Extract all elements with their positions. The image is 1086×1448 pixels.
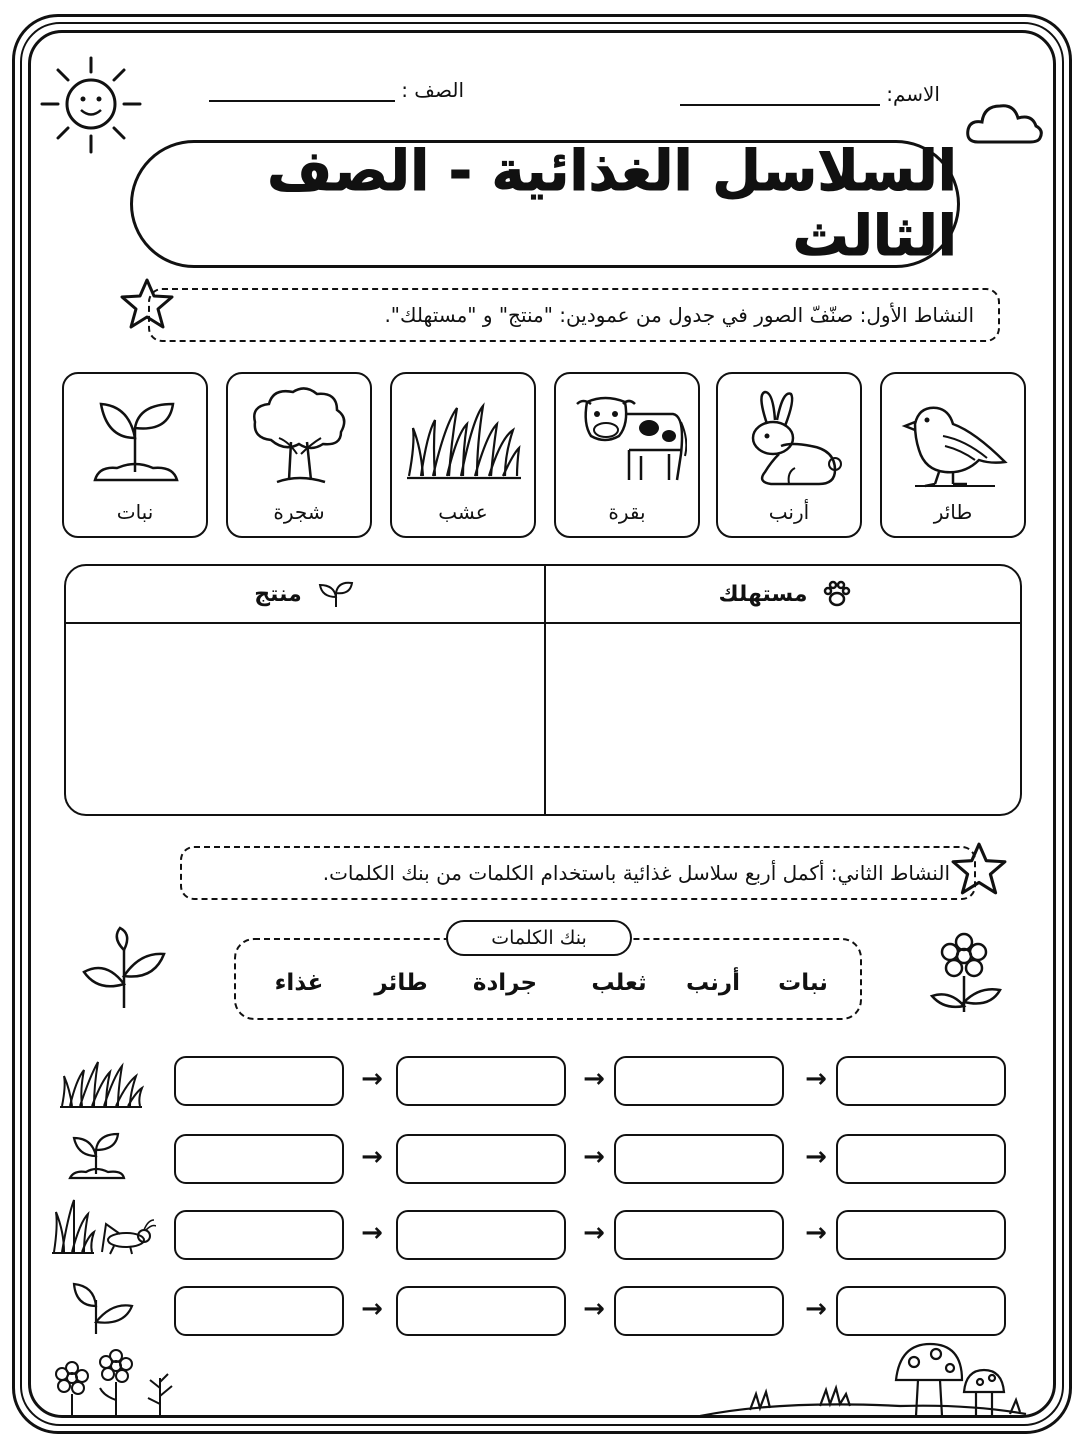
chain-arrow: → <box>583 1294 605 1324</box>
name-blank-line[interactable] <box>680 104 880 106</box>
word-bank-word[interactable]: أرنب <box>685 970 741 996</box>
card-label: أرنب <box>768 500 810 524</box>
chain-arrow: → <box>361 1064 383 1094</box>
word-bank-title: بنك الكلمات <box>446 920 632 956</box>
card-label: بقرة <box>608 500 646 524</box>
consumer-header-label: مستهلك <box>718 581 808 607</box>
card-label: نبات <box>116 500 154 524</box>
card-label: طائر <box>933 500 973 524</box>
plant-icon <box>77 384 195 494</box>
activity2-instruction: النشاط الثاني: أكمل أربع سلاسل غذائية باستخدام الكلمات من بنك الكلمات. <box>322 861 950 885</box>
chain-arrow: → <box>583 1218 605 1248</box>
grasshopper-icon <box>100 1218 156 1258</box>
activity1-instruction-box <box>148 288 1000 342</box>
card-plant[interactable] <box>62 372 208 538</box>
name-field[interactable] <box>650 82 940 106</box>
page-title-banner <box>130 140 960 268</box>
tree-icon <box>241 384 359 494</box>
chain-answer-box[interactable] <box>614 1286 784 1336</box>
chain-answer-box[interactable] <box>396 1210 566 1260</box>
chain-answer-box[interactable] <box>396 1056 566 1106</box>
word-bank-word[interactable]: جرادة <box>472 970 538 996</box>
consumer-answer-area[interactable] <box>546 624 1022 816</box>
activity1-instruction: النشاط الأول: صنّفّ الصور في جدول من عمودين: "منتج" و "مستهلك". <box>384 303 974 327</box>
grass-icon <box>58 1056 144 1110</box>
sun-icon <box>36 52 146 162</box>
word-bank-word[interactable]: غذاء <box>274 970 324 996</box>
page-title: السلاسل الغذائية - الصف الثالث <box>267 139 957 269</box>
class-label: الصف : <box>401 78 464 102</box>
cloud-icon <box>964 94 1046 150</box>
chain-answer-box[interactable] <box>836 1134 1006 1184</box>
chain-arrow: → <box>361 1218 383 1248</box>
class-field[interactable] <box>184 78 464 102</box>
chain-answer-box[interactable] <box>174 1286 344 1336</box>
chain-arrow: → <box>583 1064 605 1094</box>
bird-icon <box>895 384 1013 494</box>
word-bank-word[interactable]: ثعلب <box>591 970 647 996</box>
word-bank-word[interactable]: نبات <box>778 970 828 996</box>
chain-answer-box[interactable] <box>836 1210 1006 1260</box>
name-label: الاسم: <box>886 82 940 106</box>
leaf-plant-icon <box>78 924 170 1012</box>
chain-answer-box[interactable] <box>174 1134 344 1184</box>
chain-answer-box[interactable] <box>174 1056 344 1106</box>
classification-table <box>64 564 1022 816</box>
paw-icon <box>822 579 852 609</box>
card-rabbit[interactable] <box>716 372 862 538</box>
producer-header-label: منتج <box>254 581 302 607</box>
chain-arrow: → <box>583 1142 605 1172</box>
card-tree[interactable] <box>226 372 372 538</box>
grass-icon <box>405 384 523 494</box>
producer-header <box>66 566 544 622</box>
cow-icon <box>569 384 687 494</box>
chain-arrow: → <box>361 1294 383 1324</box>
sprout-icon <box>64 1130 130 1180</box>
card-cow[interactable] <box>554 372 700 538</box>
chain-arrow: → <box>805 1142 827 1172</box>
chain-answer-box[interactable] <box>614 1134 784 1184</box>
chain-answer-box[interactable] <box>836 1056 1006 1106</box>
flower-icon <box>924 930 1006 1016</box>
word-bank-word[interactable]: طائر <box>374 970 428 996</box>
chain-answer-box[interactable] <box>614 1210 784 1260</box>
chain-answer-box[interactable] <box>174 1210 344 1260</box>
chain-answer-box[interactable] <box>396 1286 566 1336</box>
card-bird[interactable] <box>880 372 1026 538</box>
activity2-instruction-box <box>180 846 976 900</box>
producer-answer-area[interactable] <box>66 624 542 816</box>
class-blank-line[interactable] <box>209 100 395 102</box>
chain-arrow: → <box>361 1142 383 1172</box>
plant-icon <box>66 1276 136 1338</box>
card-grass[interactable] <box>390 372 536 538</box>
chain-answer-box[interactable] <box>836 1286 1006 1336</box>
card-label: عشب <box>438 500 488 524</box>
consumer-header <box>546 566 1022 622</box>
chain-arrow: → <box>805 1064 827 1094</box>
grass-icon <box>50 1196 96 1256</box>
chain-arrow: → <box>805 1218 827 1248</box>
chain-answer-box[interactable] <box>396 1134 566 1184</box>
chain-arrow: → <box>805 1294 827 1324</box>
mushrooms-icon <box>700 1340 1030 1420</box>
flowers-icon <box>50 1348 190 1418</box>
sprout-icon <box>316 579 356 609</box>
card-label: شجرة <box>273 500 325 524</box>
chain-answer-box[interactable] <box>614 1056 784 1106</box>
rabbit-icon <box>731 384 849 494</box>
